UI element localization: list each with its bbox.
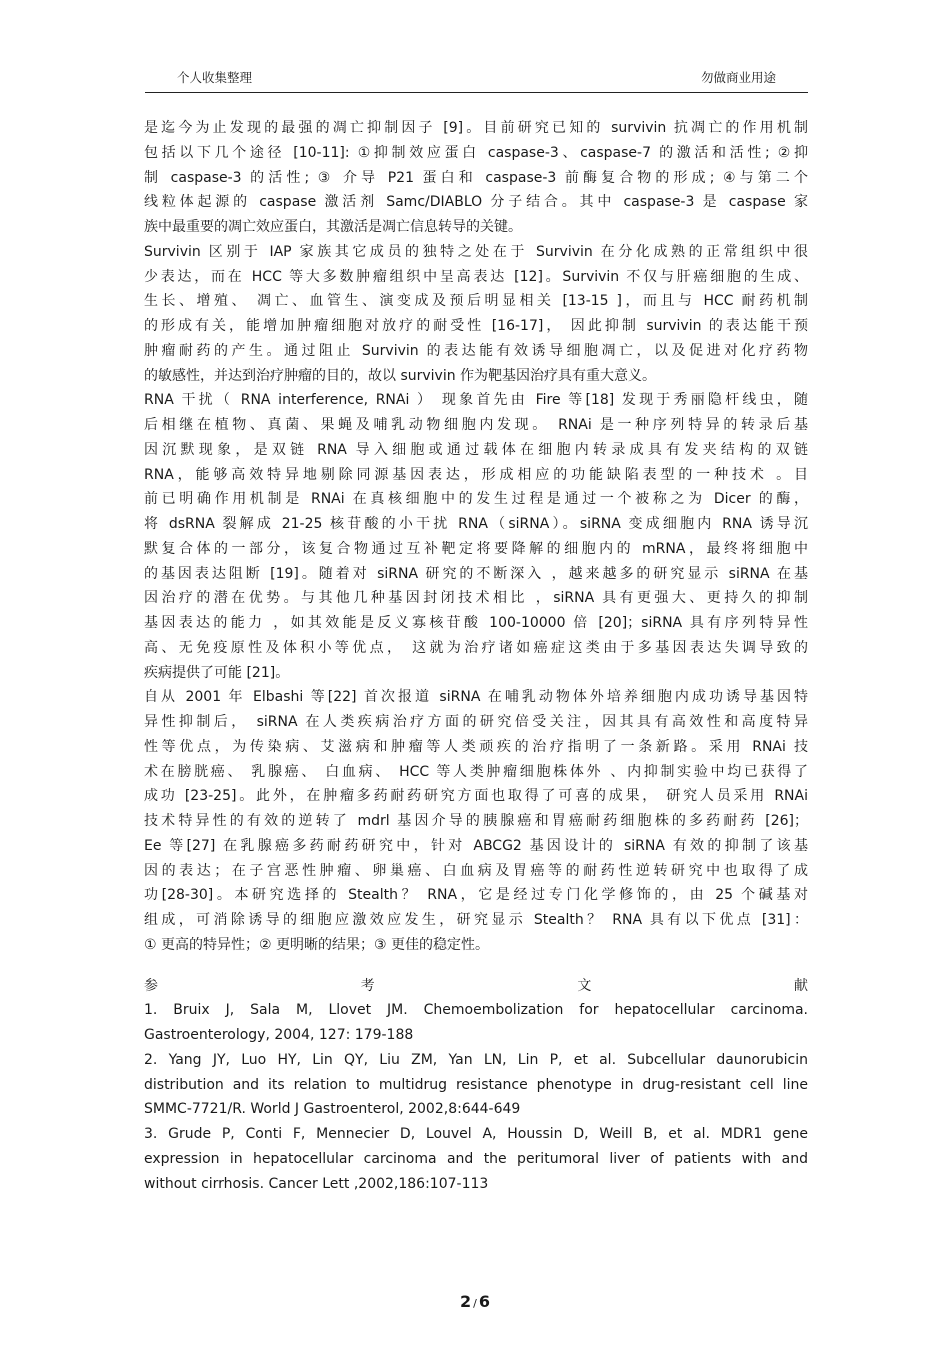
references-title: 参考文献 bbox=[144, 977, 808, 994]
body-line: 少表达，而在 HCC 等大多数肿瘤组织中呈高表达 [12]。Survivin 不仅与肝癌细胞的生成、 bbox=[144, 268, 808, 285]
reference-line: without cirrhosis. Cancer Lett ,2002,186:107-113 bbox=[144, 1175, 489, 1192]
body-line: 前已明确作用机制是 RNAi 在真核细胞中的发生过程是通过一个被称之为 Dicer 的酶， bbox=[144, 491, 808, 508]
body-line: 是迄今为止发现的最强的凋亡抑制因子 [9]。目前研究已知的 survivin 抗凋亡的作用机制 bbox=[144, 120, 808, 136]
reference-line: 3. Grude P, Conti F, Mennecier D, Louvel A, Houssin D, Weill B, et al. MDR1 gene bbox=[144, 1126, 808, 1142]
body-line: 将 dsRNA 裂解成 21-25 核苷酸的小干扰 RNA（siRNA）。siRNA 变成细胞内 RNA 诱导沉 bbox=[144, 516, 808, 532]
body-line: 成功 [23-25]。此外，在肿瘤多药耐药研究方面也取得了可喜的成果， 研究人员采用 RNAi bbox=[144, 788, 808, 805]
body-line: 高、无免疫原性及体积小等优点， 这就为治疗诸如癌症这类由于多基因表达失调导致的 bbox=[144, 639, 808, 656]
references-list bbox=[144, 998, 808, 1196]
body-line: 制 caspase-3 的活性; ③ 介导 P21 蛋白和 caspase-3 前酶复合物的形成; ④与第二个 bbox=[144, 169, 808, 186]
body-line: RNA 干扰（ RNA interference, RNAi ） 现象首先由 Fire 等[18] 发现于秀丽隐杆线虫，随 bbox=[144, 392, 808, 409]
body-line: 异性抑制后， siRNA 在人类疾病治疗方面的研究倍受关注，因其具有高效性和高度特异 bbox=[144, 714, 808, 730]
body-line: 默复合体的一部分，该复合物通过互补靶定将要降解的细胞内的 mRNA，最终将细胞中 bbox=[144, 540, 808, 557]
body-line: 组成，可消除诱导的细胞应激效应发生，研究显示 Stealth？ RNA 具有以下优点 [31]： bbox=[144, 912, 808, 928]
body-line: 后相继在植物、真菌、果蝇及哺乳动物细胞内发现。 RNAi 是一种序列特异的转录后基 bbox=[144, 417, 808, 433]
body-line: 生长、增殖、 凋亡、血管生、演变成及预后明显相关 [13-15 ]，而且与 HCC 耐药机制 bbox=[144, 293, 808, 310]
page-total: 6 bbox=[478, 1292, 490, 1311]
reference-line: distribution and its relation to multidrug resistance phenotype in drug-resistant cell line bbox=[144, 1076, 808, 1093]
body-line: Survivin 区别于 IAP 家族其它成员的独特之处在于 Survivin 在分化成熟的正常组织中很 bbox=[144, 243, 808, 260]
reference-line: 2. Yang JY, Luo HY, Lin QY, Liu ZM, Yan LN, Lin P, et al. Subcellular daunorubicin bbox=[144, 1051, 808, 1068]
reference-line: 1. Bruix J, Sala M, Llovet JM. Chemoembolization for hepatocellular carcinoma. bbox=[144, 1002, 808, 1019]
body-line: RNA，能够高效特异地剔除同源基因表达，形成相应的功能缺陷表型的一种技术 。目 bbox=[144, 466, 808, 483]
body-line: 肿瘤耐药的产生。通过阻止 Survivin 的表达能有效诱导细胞凋亡，以及促进对化疗药物 bbox=[144, 342, 808, 359]
body-line: 技术特异性的有效的逆转了 mdrl 基因介导的胰腺癌和胃癌耐药细胞株的多药耐药 [26]； bbox=[144, 813, 808, 829]
body-line: 的形成有关，能增加肿瘤细胞对放疗的耐受性 [16-17]， 因此抑制 survivin 的表达能干预 bbox=[144, 318, 808, 334]
body-line: 的敏感性，并达到治疗肿瘤的目的，故以 survivin 作为靶基因治疗具有重大意义。 bbox=[144, 367, 657, 384]
reference-line: expression in hepatocellular carcinoma and the peritumoral liver of patients with and bbox=[144, 1150, 808, 1167]
body-line: 功[28-30]。本研究选择的 Stealth？ RNA，它是经过专门化学修饰的，由 25 个碱基对 bbox=[144, 887, 808, 904]
header-right-text: 勿做商业用途 bbox=[700, 70, 776, 85]
page-separator: / bbox=[473, 1297, 477, 1310]
reference-line: SMMC-7721/R. World J Gastroenterol, 2002,8:644-649 bbox=[144, 1101, 521, 1118]
reference-line: Gastroenterology, 2004, 127: 179-188 bbox=[144, 1027, 414, 1043]
body-line: 因的表达；在子宫恶性肿瘤、卵巢癌、白血病及胃癌等的耐药性逆转研究中也取得了成 bbox=[144, 862, 808, 879]
paragraphs bbox=[144, 116, 808, 958]
body-line: 疾病提供了可能 [21]。 bbox=[144, 664, 290, 681]
body-line: 线粒体起源的 caspase 激活剂 Samc/DIABLO 分子结合。其中 caspase-3 是 caspase 家 bbox=[144, 194, 808, 211]
header-left-text: 个人收集整理 bbox=[177, 70, 253, 85]
body-line: 的基因表达阻断 [19]。随着对 siRNA 研究的不断深入 ，越来越多的研究显示 siRNA 在基 bbox=[144, 565, 808, 582]
body-line: 族中最重要的凋亡效应蛋白，其激活是凋亡信息转导的关键。 bbox=[144, 219, 522, 235]
body-line: 基因表达的能力 ，如其效能是反义寡核苷酸 100-10000 倍 [20]；siRNA 具有序列特异性 bbox=[144, 615, 808, 631]
references-section bbox=[144, 974, 808, 1197]
body-line: 术在膀胱癌、 乳腺癌、 白血病、 HCC 等人类肿瘤细胞株体外 、内抑制实验中均已获得了 bbox=[144, 763, 808, 780]
document-body bbox=[144, 116, 808, 1196]
body-line: 因治疗的潜在优势。与其他几种基因封闭技术相比 ，siRNA 具有更强大、更持久的抑制 bbox=[144, 590, 808, 607]
page-header bbox=[145, 64, 808, 93]
body-line: 自从 2001 年 Elbashi 等[22] 首次报道 siRNA 在哺乳动物体外培养细胞内成功诱导基因特 bbox=[144, 689, 808, 706]
body-line: 包括以下几个途径 [10-11]: ①抑制效应蛋白 caspase-3、caspase-7 的激活和活性; ②抑 bbox=[144, 144, 808, 161]
body-line: ① 更高的特异性；② 更明晰的结果；③ 更佳的稳定性。 bbox=[144, 936, 490, 953]
page-current: 2 bbox=[460, 1292, 472, 1311]
body-line: Ee 等[27] 在乳腺癌多药耐药研究中，针对 ABCG2 基因设计的 siRNA 有效的抑制了该基 bbox=[144, 837, 808, 854]
page-number bbox=[0, 1292, 950, 1311]
body-line: 性等优点，为传染病、艾滋病和肿瘤等人类顽疾的治疗指明了一条新路。采用 RNAi 技 bbox=[144, 738, 808, 755]
body-line: 因沉默现象，是双链 RNA 导入细胞或通过载体在细胞内转录成具有发夹结构的双链 bbox=[144, 441, 808, 458]
